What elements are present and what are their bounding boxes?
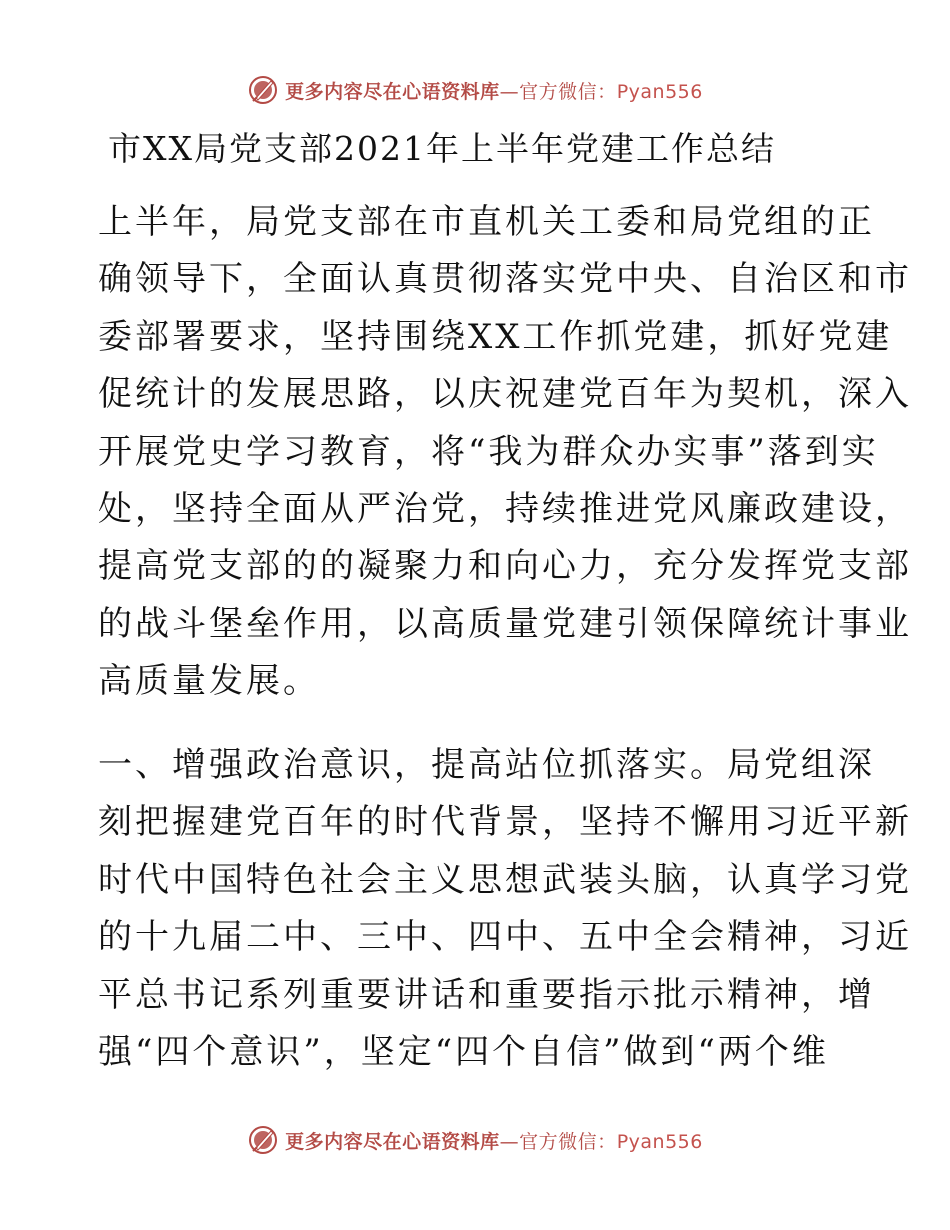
watermark-text [285,77,703,104]
quill-pen-seal-icon [247,1124,279,1156]
paragraph-section-one [98,737,912,1081]
paragraph-line: 时代中国特色社会主义思想武装头脑，认真学习党 [98,859,912,900]
paragraph-line: 提高党支部的的凝聚力和向心力，充分发挥党支部 [98,546,912,587]
paragraph-line: 开展党史学习教育，将“我为群众办实事”落到实 [98,431,879,472]
paragraph-line: 高质量发展。 [98,661,320,702]
watermark-header [0,70,950,110]
watermark-site-text: 更多内容尽在心语资料库 [285,1130,500,1153]
watermark-wechat-id: Pyan556 [616,80,703,103]
watermark-dash: — [499,1130,520,1153]
paragraph-line: 强“四个意识”，坚定“四个自信”做到“两个维 [98,1031,829,1072]
paragraph-intro [98,194,912,711]
paragraph-line: 的十九届二中、三中、四中、五中全会精神，习近 [98,917,912,958]
paragraph-line: 的战斗堡垒作用，以高质量党建引领保障统计事业 [98,603,912,644]
watermark-wechat-label: 官方微信： [519,80,617,103]
watermark-site-text: 更多内容尽在心语资料库 [285,80,500,103]
paragraph-line: 刻把握建党百年的时代背景，坚持不懈用习近平新 [98,802,912,843]
watermark-wechat-id: Pyan556 [616,1130,703,1153]
paragraph-line: 处，坚持全面从严治党，持续推进党风廉政建设， [98,488,912,529]
watermark-text [285,1127,703,1154]
quill-pen-seal-icon [247,74,279,106]
paragraph-line: 上半年，局党支部在市直机关工委和局党组的正 [98,202,875,242]
paragraph-line: 一、增强政治意识，提高站位抓落实。局党组深 [98,745,875,785]
watermark-wechat-label: 官方微信： [519,1130,617,1153]
watermark-dash: — [499,80,520,103]
watermark-footer [0,1120,950,1160]
document-title: 市XX局党支部2021年上半年党建工作总结 [108,129,776,168]
paragraph-line: 促统计的发展思路，以庆祝建党百年为契机，深入 [98,374,912,415]
paragraph-line: 确领导下，全面认真贯彻落实党中央、自治区和市 [98,259,912,300]
paragraph-line: 平总书记系列重要讲话和重要指示批示精神，增 [98,974,875,1015]
paragraph-line: 委部署要求，坚持围绕XX工作抓党建，抓好党建 [98,316,893,357]
